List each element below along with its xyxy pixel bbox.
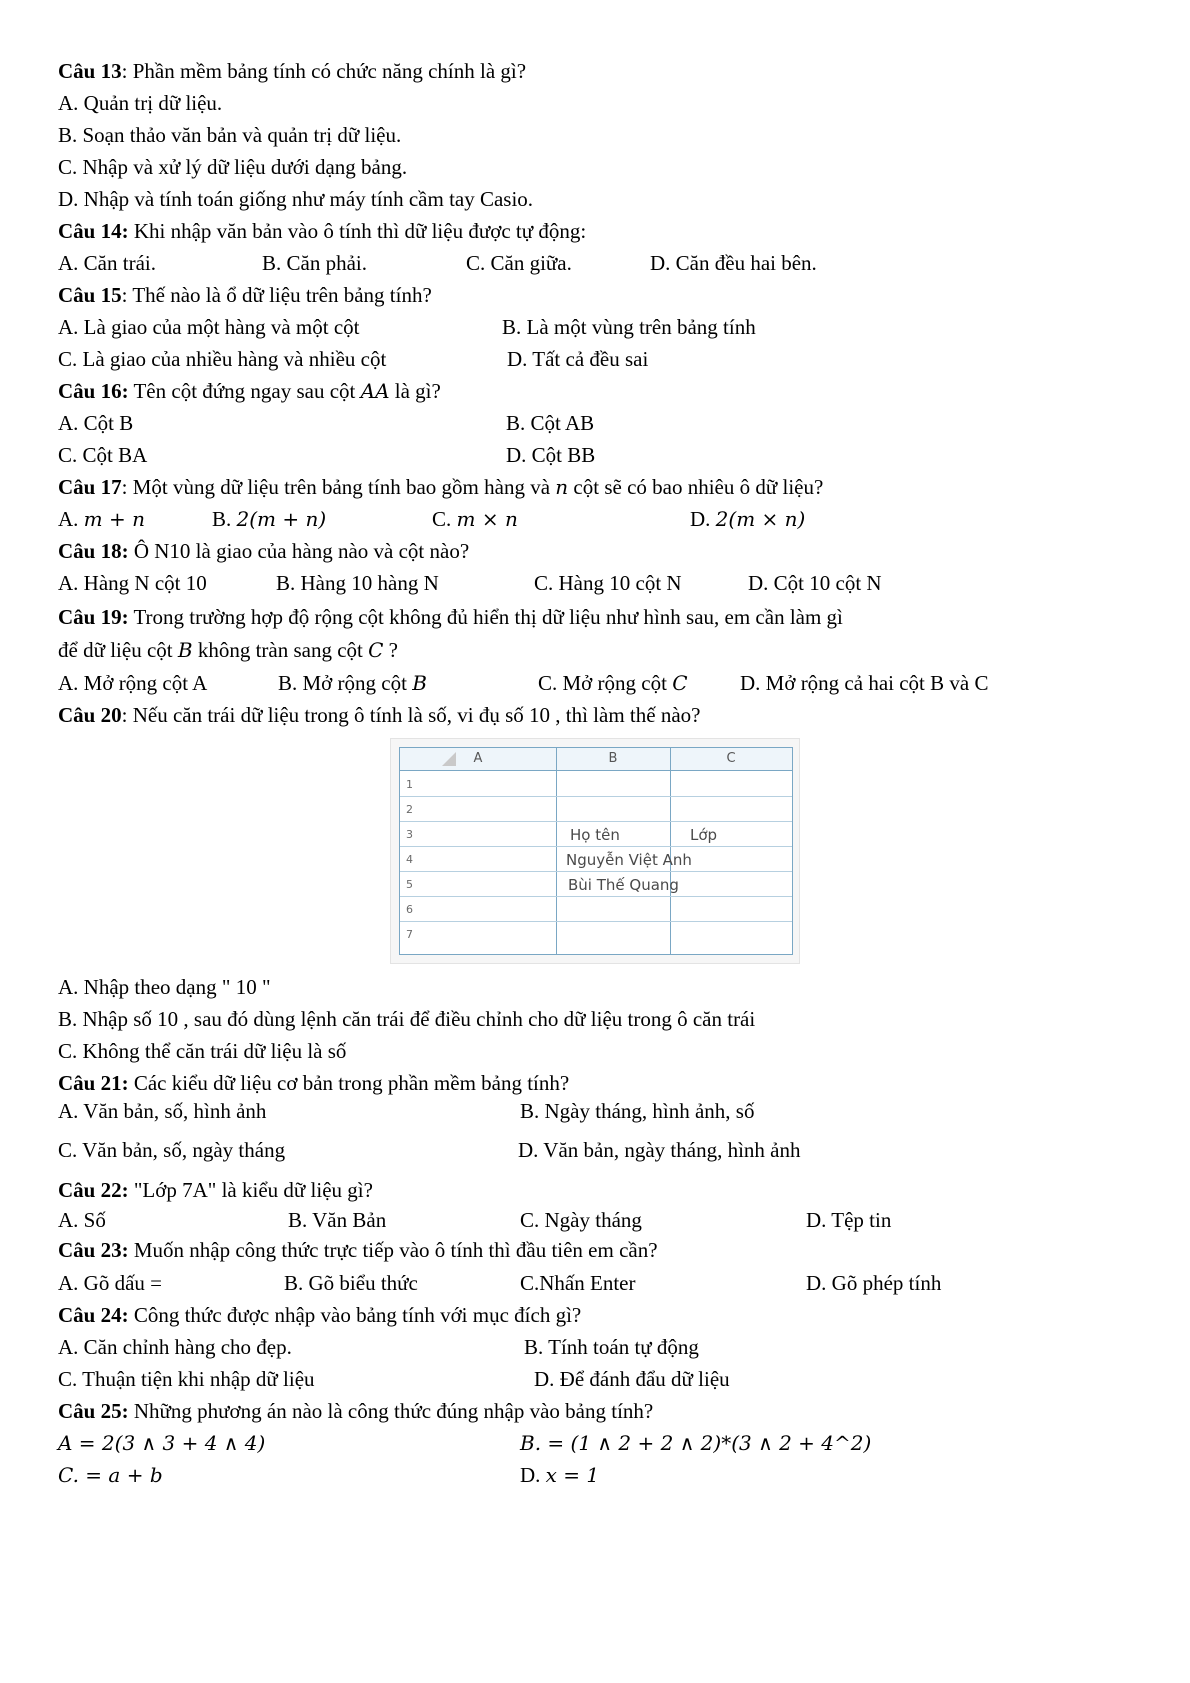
row-number: 5 (406, 878, 413, 891)
question-number: Câu 25: (58, 1399, 129, 1423)
spreadsheet-figure (390, 738, 800, 964)
option-b: B. Mở rộng cột B (278, 671, 427, 695)
column-header-b: B (556, 748, 670, 771)
question-number: Câu 14: (58, 219, 129, 243)
option-d: D. x = 1 (520, 1463, 600, 1487)
question-17: Câu 17: Một vùng dữ liệu trên bảng tính bao gồm hàng và n cột sẽ có bao nhiêu ô dữ liệu? (58, 475, 824, 499)
option-c: C.Nhấn Enter (520, 1271, 636, 1295)
question-number: Câu 22: (58, 1178, 129, 1202)
option-d: D. Cột BB (506, 443, 596, 467)
question-23 (58, 1237, 658, 1263)
option-c: C. Thuận tiện khi nhập dữ liệu (58, 1367, 315, 1391)
option-b: B. Là một vùng trên bảng tính (502, 315, 756, 339)
option-a: A. m + n (58, 507, 145, 531)
option-a: A. Hàng N cột 10 (58, 571, 207, 595)
option-d: D. Để đánh đẩu dữ liệu (534, 1367, 730, 1391)
option-d: D. Gõ phép tính (806, 1271, 942, 1295)
row-divider (400, 921, 792, 922)
question-number: Câu 19: (58, 605, 129, 629)
option-c: C. Căn giữa. (466, 251, 572, 275)
row-divider (400, 896, 792, 897)
row-divider (400, 796, 792, 797)
option-b: B. Ngày tháng, hình ảnh, số (520, 1099, 755, 1123)
question-text: Muốn nhập công thức trực tiếp vào ô tính thì đầu tiên em cần? (133, 1238, 658, 1262)
option-b: B. Nhập số 10 , sau đó dùng lệnh căn trái để điều chỉnh cho dữ liệu trong ô căn trái (58, 1007, 756, 1031)
option-b: B. Căn phải. (262, 251, 367, 275)
question-25 (58, 1398, 653, 1424)
option-a: A. Mở rộng cột A (58, 671, 208, 695)
option-a: A = 2(3 ∧ 3 + 4 ∧ 4) (58, 1431, 266, 1455)
question-number: Câu 16: (58, 379, 129, 403)
question-text: Ô N10 là giao của hàng nào và cột nào? (133, 539, 470, 563)
question-number: Câu 15 (58, 283, 122, 307)
row-number: 1 (406, 778, 413, 791)
option-a: A. Gõ dấu = (58, 1271, 162, 1295)
cell-c3: Lớp (690, 826, 718, 844)
row-number: 6 (406, 903, 413, 916)
row-divider (400, 846, 792, 847)
option-b: B. Hàng 10 hàng N (276, 571, 439, 595)
option-b: B. Văn Bản (288, 1208, 387, 1232)
question-text: Công thức được nhập vào bảng tính với mục đích gì? (133, 1303, 582, 1327)
option-c: C. Mở rộng cột C (538, 671, 688, 695)
option-c: C. m × n (432, 507, 518, 531)
question-text: Khi nhập văn bản vào ô tính thì dữ liệu được tự động: (133, 219, 587, 243)
option-d: D. Tất cả đều sai (507, 347, 649, 371)
question-14 (58, 218, 586, 244)
option-d: D. Căn đều hai bên. (650, 251, 817, 275)
column-header-c: C (670, 748, 792, 771)
question-text: Thế nào là ổ dữ liệu trên bảng tính? (132, 283, 432, 307)
option-b: B. 2(m + n) (212, 507, 327, 531)
cell-b4: Nguyễn Việt Anh (566, 851, 692, 869)
spreadsheet-grid (399, 747, 793, 955)
option-c: C. Không thể căn trái dữ liệu là số (58, 1039, 347, 1063)
option-a: A. Văn bản, số, hình ảnh (58, 1099, 267, 1123)
question-number: Câu 20 (58, 703, 122, 727)
option-a: A. Số (58, 1208, 106, 1232)
question-21 (58, 1070, 569, 1096)
question-16: Câu 16: Tên cột đứng ngay sau cột AA là gì? (58, 379, 441, 403)
column-divider (556, 748, 557, 954)
option-b: B. = (1 ∧ 2 + 2 ∧ 2)*(3 ∧ 2 + 4^2) (520, 1431, 872, 1455)
option-d: D. Cột 10 cột N (748, 571, 882, 595)
question-number: Câu 21: (58, 1071, 129, 1095)
question-text: Nếu căn trái dữ liệu trong ô tính là số, vi đụ số 10 , thì làm thế nào? (132, 703, 701, 727)
question-number: Câu 17 (58, 475, 122, 499)
question-number: Câu 13 (58, 59, 122, 83)
row-number: 2 (406, 803, 413, 816)
option-d: D. Mở rộng cả hai cột B và C (740, 671, 989, 695)
option-a: A. Cột B (58, 411, 134, 435)
column-header-a: A (400, 748, 556, 771)
option-b: B. Gõ biểu thức (284, 1271, 418, 1295)
option-d: D. Văn bản, ngày tháng, hình ảnh (518, 1138, 801, 1162)
question-22 (58, 1177, 373, 1203)
option-a: A. Quản trị dữ liệu. (58, 91, 223, 115)
option-a: A. Căn chỉnh hàng cho đẹp. (58, 1335, 292, 1359)
option-b: B. Cột AB (506, 411, 595, 435)
question-20: Câu 20: Nếu căn trái dữ liệu trong ô tính là số, vi đụ số 10 , thì làm thế nào? (58, 703, 701, 727)
question-24 (58, 1302, 581, 1328)
option-a: A. Nhập theo dạng " 10 " (58, 975, 271, 999)
question-number: Câu 18: (58, 539, 129, 563)
option-c: C. Cột BA (58, 443, 148, 467)
option-b: B. Soạn thảo văn bản và quản trị dữ liệu. (58, 123, 402, 147)
row-number: 4 (406, 853, 413, 866)
cell-b5: Bùi Thế Quang (568, 876, 679, 894)
option-a: A. Căn trái. (58, 251, 156, 275)
question-15: Câu 15: Thế nào là ổ dữ liệu trên bảng tính? (58, 283, 432, 307)
option-d: D. Nhập và tính toán giống như máy tính cầm tay Casio. (58, 187, 534, 211)
row-number: 3 (406, 828, 413, 841)
option-a: A. Là giao của một hàng và một cột (58, 315, 360, 339)
question-text: Trong trường hợp độ rộng cột không đủ hiển thị dữ liệu như hình sau, em cần làm gì (133, 605, 843, 629)
option-d: D. Tệp tin (806, 1208, 892, 1232)
question-19-continued: để dữ liệu cột B không tràn sang cột C ? (58, 638, 398, 662)
select-all-corner-icon (442, 752, 456, 766)
question-text: Những phương án nào là công thức đúng nhập vào bảng tính? (133, 1399, 654, 1423)
question-18 (58, 538, 469, 564)
question-text: "Lớp 7A" là kiểu dữ liệu gì? (133, 1178, 373, 1202)
cell-b3: Họ tên (570, 826, 620, 844)
row-number: 7 (406, 928, 413, 941)
option-d: D. 2(m × n) (690, 507, 806, 531)
option-b: B. Tính toán tự động (524, 1335, 699, 1359)
option-c: C. Là giao của nhiều hàng và nhiều cột (58, 347, 387, 371)
option-c: C. Nhập và xử lý dữ liệu dưới dạng bảng. (58, 155, 408, 179)
option-c: C. Ngày tháng (520, 1208, 642, 1232)
option-c: C. Hàng 10 cột N (534, 571, 682, 595)
question-text: Các kiểu dữ liệu cơ bản trong phần mềm bảng tính? (133, 1071, 570, 1095)
option-c: C. = a + b (58, 1463, 163, 1487)
question-19 (58, 604, 843, 630)
question-number: Câu 23: (58, 1238, 129, 1262)
question-13: Câu 13: Phần mềm bảng tính có chức năng chính là gì? (58, 59, 527, 83)
row-divider (400, 871, 792, 872)
row-divider (400, 821, 792, 822)
option-c: C. Văn bản, số, ngày tháng (58, 1138, 286, 1162)
question-text: Phần mềm bảng tính có chức năng chính là gì? (132, 59, 527, 83)
question-number: Câu 24: (58, 1303, 129, 1327)
